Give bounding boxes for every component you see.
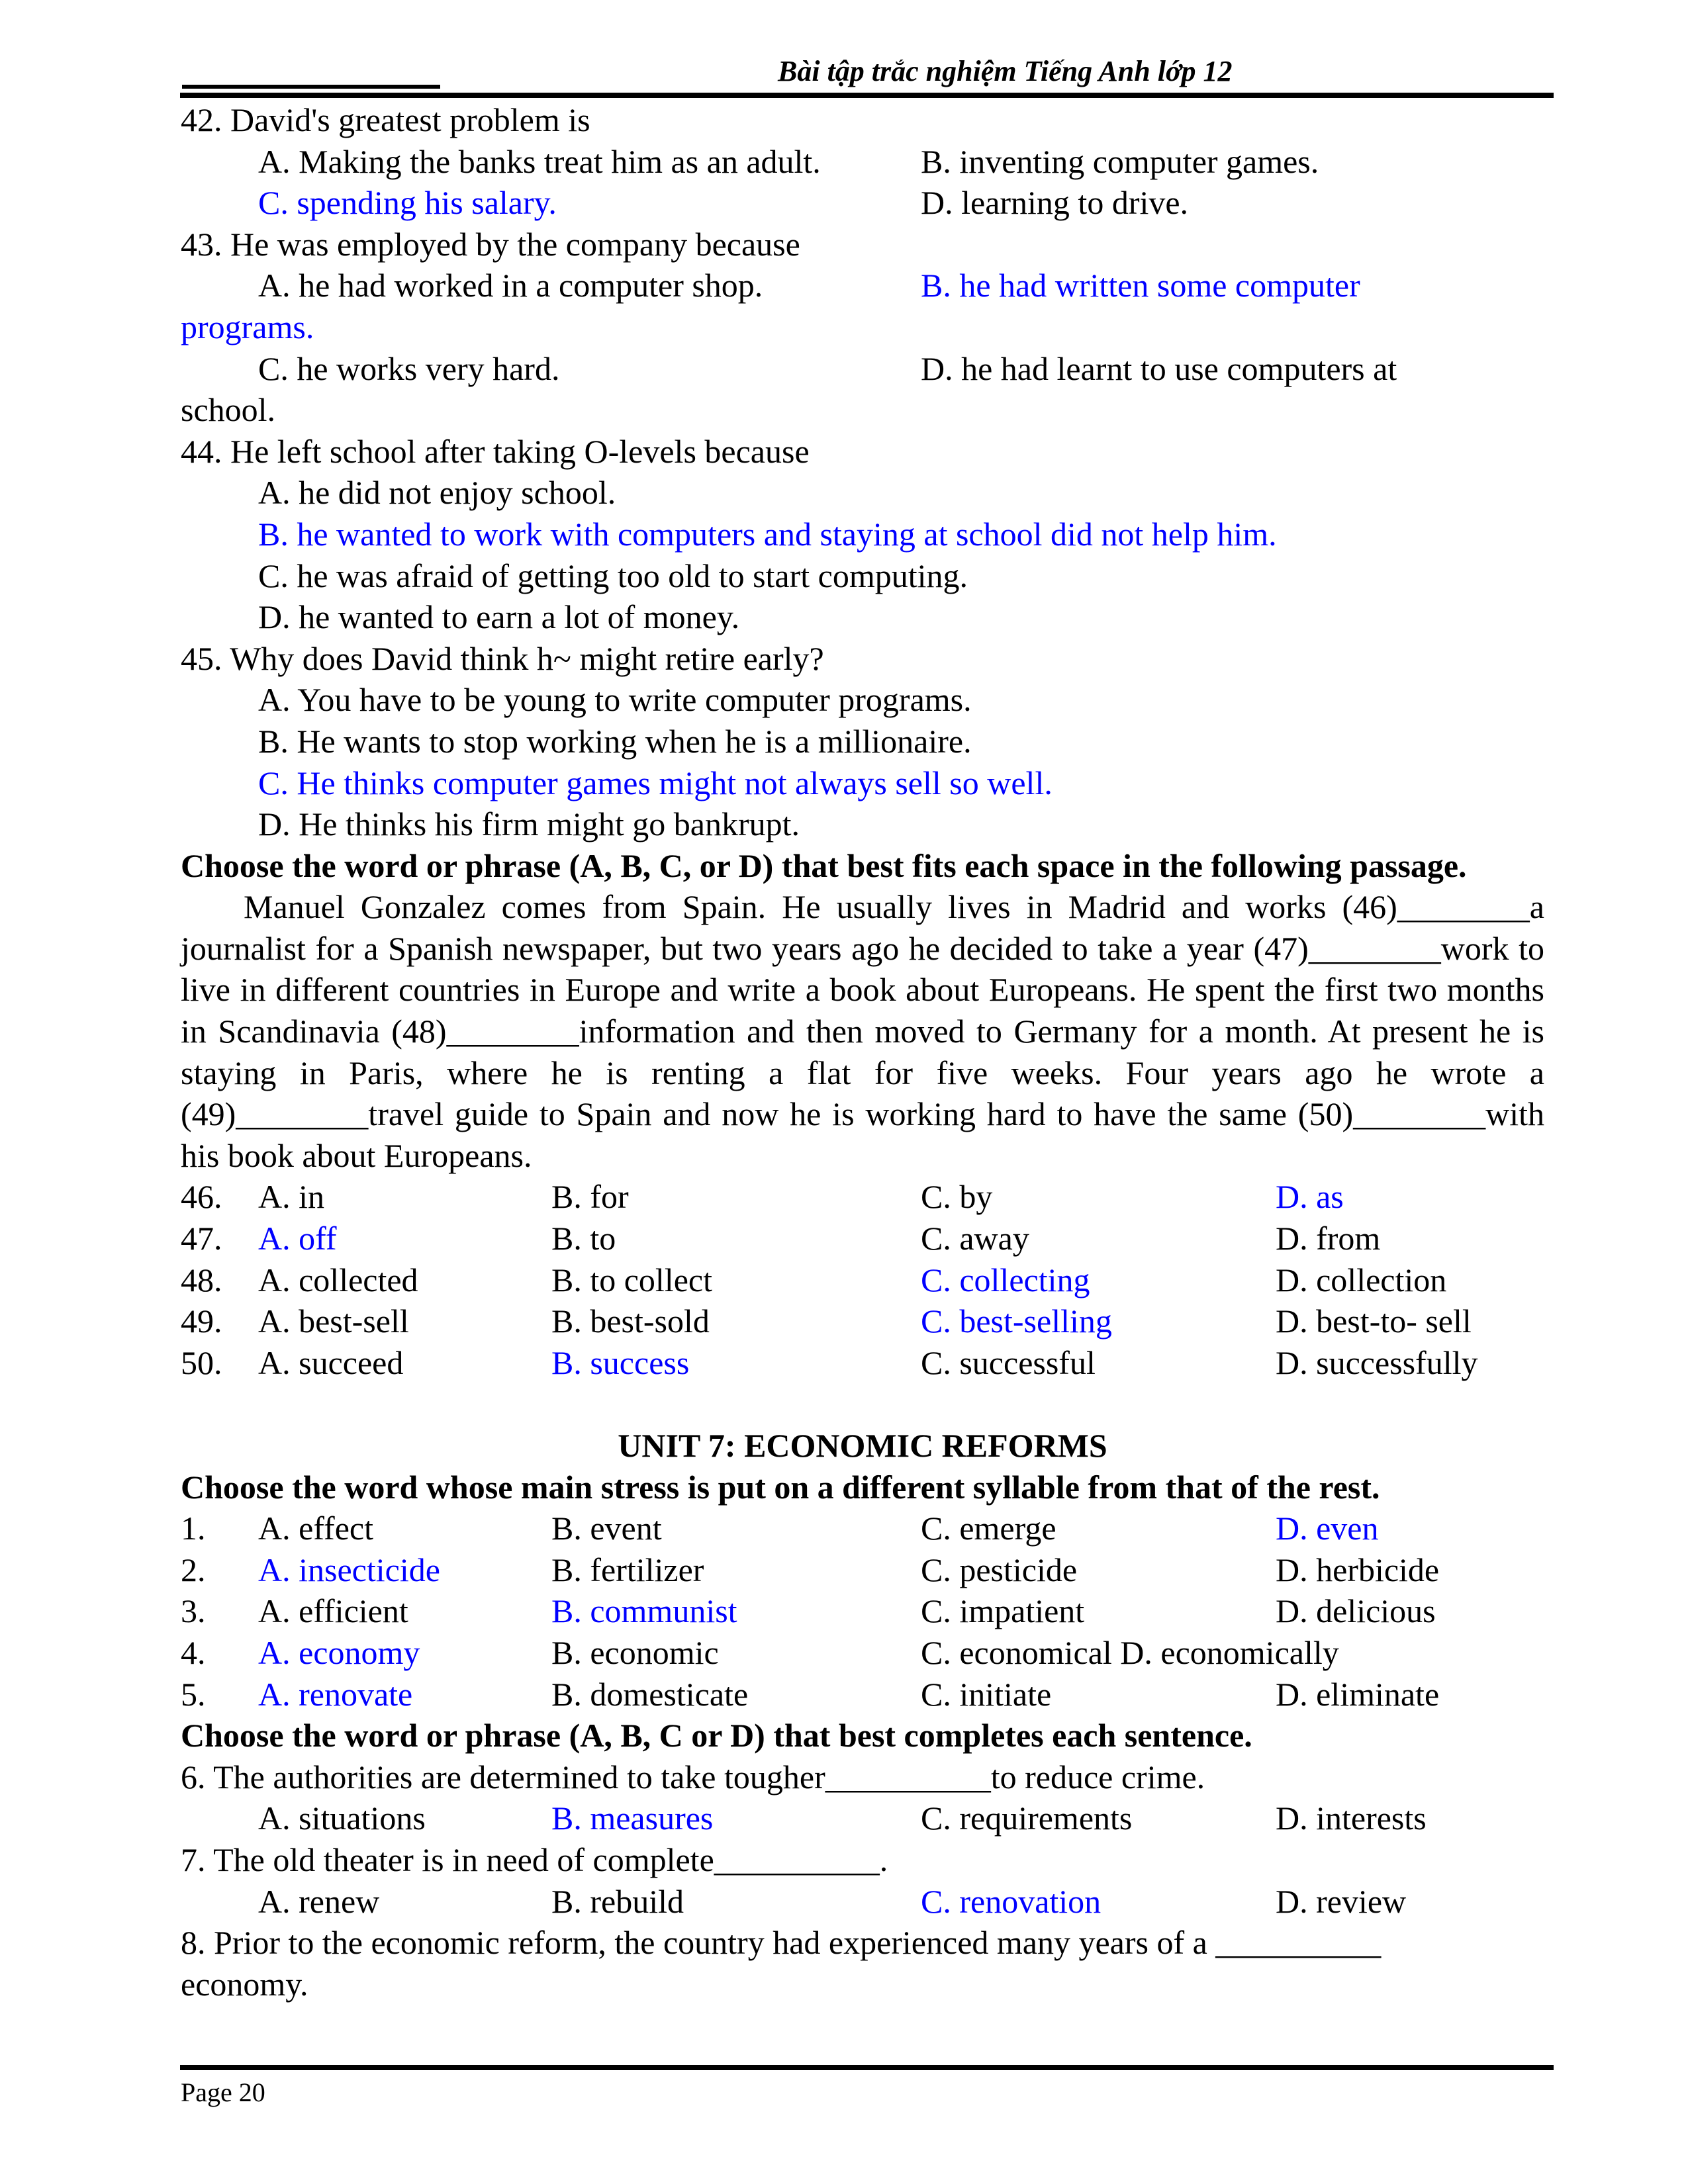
option-c: C. away bbox=[921, 1220, 1029, 1257]
header-title: Bài tập trắc nghiệm Tiếng Anh lớp 12 bbox=[778, 55, 1233, 87]
option-d: D. delicious bbox=[1276, 1592, 1436, 1630]
question-43-options-row-2 bbox=[181, 348, 1544, 390]
cloze-question-50 bbox=[181, 1342, 1544, 1384]
option-c-correct: C. renovation bbox=[921, 1882, 1102, 1920]
option-c-correct: C. best-selling bbox=[921, 1302, 1112, 1340]
option-d: D. from bbox=[1276, 1220, 1381, 1257]
option-b: B. fertilizer bbox=[551, 1551, 704, 1588]
option-a: A. collected bbox=[258, 1261, 418, 1298]
option-44-b-correct: B. he wanted to work with computers and staying at school did not help him. bbox=[258, 515, 1277, 553]
stress-question-3 bbox=[181, 1590, 1544, 1632]
stress-question-2 bbox=[181, 1549, 1544, 1591]
option-c: C. impatient bbox=[921, 1592, 1085, 1630]
question-43-options-row-1 bbox=[181, 265, 1544, 306]
option-b: B. event bbox=[551, 1510, 662, 1547]
option-c: C. pesticide bbox=[921, 1551, 1078, 1588]
option-a: A. effect bbox=[258, 1510, 373, 1547]
option-d: D. successfully bbox=[1276, 1343, 1478, 1381]
cloze-passage-text: Manuel Gonzalez comes from Spain. He usually lives in Madrid and works (46)________a journalist for a Spanish newspaper, but two years ago he decided to take a year (47)________work to live in different countries in Europe and write a book about Europeans. He spent the first two months in Scandinavia (48)________information and then moved to Germany for a month. At present he is staying in Paris, where he is renting a flat for five weeks. Four years ago he wrote a (49)________travel guide to Spain and now he is working hard to have the same (50)________with his book about Europeans. bbox=[181, 888, 1544, 1174]
option-45-a: A. You have to be young to write computer programs. bbox=[258, 681, 972, 719]
option-c-correct: C. collecting bbox=[921, 1261, 1090, 1298]
option-d-correct: D. as bbox=[1276, 1178, 1344, 1216]
option-d: D. interests bbox=[1276, 1799, 1427, 1837]
option-45-d: D. He thinks his firm might go bankrupt. bbox=[258, 805, 800, 843]
cloze-question-49 bbox=[181, 1300, 1544, 1342]
cloze-question-47 bbox=[181, 1218, 1544, 1259]
option-44-c: C. he was afraid of getting too old to start computing. bbox=[258, 557, 968, 594]
option-43-b-continuation: programs. bbox=[181, 308, 314, 345]
question-42-options-row-2 bbox=[181, 182, 1544, 224]
option-b-correct: B. success bbox=[551, 1343, 690, 1381]
option-c-and-d: C. economical D. economically bbox=[921, 1633, 1339, 1671]
sentence-instruction: Choose the word or phrase (A, B, C or D) that best completes each sentence. bbox=[181, 1717, 1252, 1754]
option-a-correct: A. renovate bbox=[258, 1675, 413, 1713]
option-b: B. to bbox=[551, 1220, 616, 1257]
stress-instruction: Choose the word whose main stress is put on a different syllable from that of the rest. bbox=[181, 1468, 1380, 1506]
question-number: 2. bbox=[181, 1551, 206, 1588]
option-d: D. herbicide bbox=[1276, 1551, 1440, 1588]
question-8-stem: 8. Prior to the economic reform, the country had experienced many years of a __________ bbox=[181, 1924, 1382, 1962]
question-number: 50. bbox=[181, 1343, 222, 1381]
option-42-a: A. Making the banks treat him as an adult. bbox=[258, 142, 821, 180]
question-number: 46. bbox=[181, 1178, 222, 1216]
header-rule bbox=[180, 93, 1554, 98]
option-b: B. for bbox=[551, 1178, 629, 1216]
stress-question-4 bbox=[181, 1632, 1544, 1674]
option-b: B. rebuild bbox=[551, 1882, 684, 1920]
question-number: 5. bbox=[181, 1675, 206, 1713]
option-a-correct: A. economy bbox=[258, 1633, 420, 1671]
stress-question-5 bbox=[181, 1674, 1544, 1715]
option-44-a: A. he did not enjoy school. bbox=[258, 474, 616, 512]
spacer bbox=[181, 1383, 1544, 1425]
question-42-options-row-1 bbox=[181, 141, 1544, 183]
question-number: 48. bbox=[181, 1261, 222, 1298]
option-d: D. eliminate bbox=[1276, 1675, 1440, 1713]
header-short-rule bbox=[182, 85, 440, 89]
option-42-b: B. inventing computer games. bbox=[921, 142, 1319, 180]
question-number: 49. bbox=[181, 1302, 222, 1340]
option-a-correct: A. insecticide bbox=[258, 1551, 440, 1588]
option-d: D. collection bbox=[1276, 1261, 1447, 1298]
stress-question-1 bbox=[181, 1508, 1544, 1549]
option-c: C. emerge bbox=[921, 1510, 1056, 1547]
question-8-continuation: economy. bbox=[181, 1965, 308, 2003]
option-43-d-continuation: school. bbox=[181, 391, 276, 429]
option-a: A. in bbox=[258, 1178, 324, 1216]
option-b: B. domesticate bbox=[551, 1675, 749, 1713]
question-44-stem: 44. He left school after taking O-levels because bbox=[181, 432, 810, 470]
option-b-correct: B. communist bbox=[551, 1592, 737, 1630]
cloze-instruction: Choose the word or phrase (A, B, C, or D) that best fits each space in the following passage. bbox=[181, 846, 1467, 884]
option-d: D. best-to- sell bbox=[1276, 1302, 1472, 1340]
cloze-passage bbox=[181, 886, 1544, 1176]
option-43-d: D. he had learnt to use computers at bbox=[921, 349, 1397, 387]
option-43-c: C. he works very hard. bbox=[258, 349, 560, 387]
option-a-correct: A. off bbox=[258, 1220, 337, 1257]
option-a: A. succeed bbox=[258, 1343, 404, 1381]
footer-rule bbox=[180, 2065, 1554, 2070]
question-6-stem: 6. The authorities are determined to take tougher__________to reduce crime. bbox=[181, 1758, 1205, 1796]
option-c: C. initiate bbox=[921, 1675, 1052, 1713]
option-b-correct: B. measures bbox=[551, 1799, 714, 1837]
question-number: 4. bbox=[181, 1633, 206, 1671]
option-d: D. review bbox=[1276, 1882, 1407, 1920]
option-c: C. successful bbox=[921, 1343, 1096, 1381]
question-42-stem: 42. David's greatest problem is bbox=[181, 101, 590, 138]
page-number: Page 20 bbox=[181, 2077, 265, 2107]
option-c: C. by bbox=[921, 1178, 993, 1216]
cloze-question-48 bbox=[181, 1259, 1544, 1301]
question-45-stem: 45. Why does David think h~ might retire early? bbox=[181, 639, 824, 677]
option-44-d: D. he wanted to earn a lot of money. bbox=[258, 598, 740, 636]
question-7-options bbox=[181, 1881, 1544, 1923]
page-content bbox=[181, 99, 1544, 2005]
question-43-stem: 43. He was employed by the company because bbox=[181, 225, 800, 263]
option-a: A. renew bbox=[258, 1882, 380, 1920]
option-43-a: A. he had worked in a computer shop. bbox=[258, 267, 763, 304]
option-b: B. best-sold bbox=[551, 1302, 710, 1340]
question-number: 3. bbox=[181, 1592, 206, 1630]
question-number: 47. bbox=[181, 1220, 222, 1257]
question-6-options bbox=[181, 1797, 1544, 1839]
option-a: A. best-sell bbox=[258, 1302, 409, 1340]
option-a: A. situations bbox=[258, 1799, 426, 1837]
unit-title: UNIT 7: ECONOMIC REFORMS bbox=[618, 1427, 1107, 1464]
option-b: B. to collect bbox=[551, 1261, 712, 1298]
option-c: C. requirements bbox=[921, 1799, 1133, 1837]
option-45-b: B. He wants to stop working when he is a millionaire. bbox=[258, 722, 972, 760]
option-b: B. economic bbox=[551, 1633, 719, 1671]
option-d-correct: D. even bbox=[1276, 1510, 1379, 1547]
cloze-question-46 bbox=[181, 1176, 1544, 1218]
question-number: 1. bbox=[181, 1510, 206, 1547]
option-42-d: D. learning to drive. bbox=[921, 184, 1189, 222]
option-43-b-correct: B. he had written some computer bbox=[921, 267, 1360, 304]
option-42-c-correct: C. spending his salary. bbox=[258, 184, 557, 222]
question-7-stem: 7. The old theater is in need of complete__________. bbox=[181, 1841, 888, 1878]
option-45-c-correct: C. He thinks computer games might not always sell so well. bbox=[258, 764, 1053, 801]
option-a: A. efficient bbox=[258, 1592, 408, 1630]
